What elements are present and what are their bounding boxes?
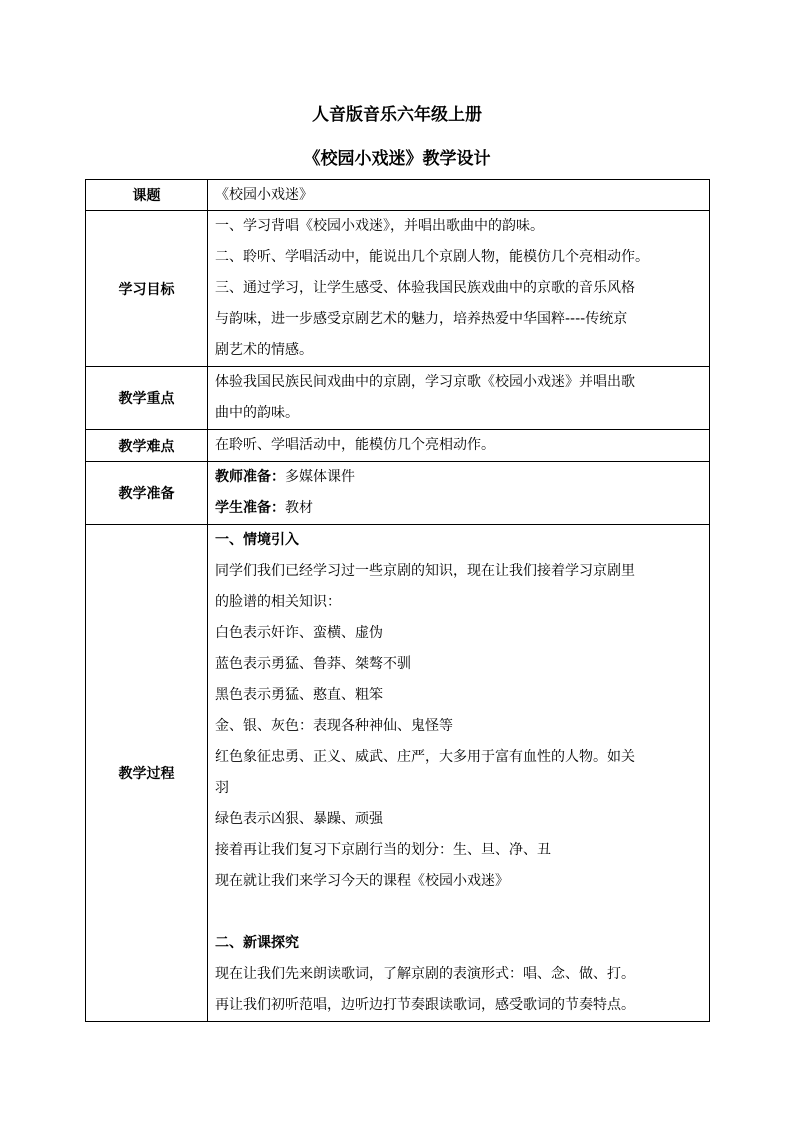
objectives-label: 学习目标 — [86, 211, 208, 367]
difficulty-line: 在聆听、学唱活动中，能模仿几个亮相动作。 — [215, 437, 495, 453]
process-line: 接着再让我们复习下京剧行当的划分：生、旦、净、丑 — [215, 842, 551, 858]
process-line: 的脸谱的相关知识： — [215, 594, 341, 610]
topic-text: 《校园小戏迷》 — [215, 187, 313, 203]
objective-line: 三、通过学习，让学生感受、体验我国民族戏曲中的京歌的音乐风格 — [215, 280, 635, 296]
process-label: 教学过程 — [86, 525, 208, 1022]
student-preparation-label: 学生准备： — [215, 500, 285, 516]
objective-line: 剧艺术的情感。 — [215, 342, 313, 358]
table-row-key-points — [86, 367, 710, 430]
process-line: 金、银、灰色：表现各种神仙、鬼怪等 — [215, 718, 453, 734]
table-row-preparation — [86, 462, 710, 525]
objective-line: 一、学习背唱《校园小戏迷》，并唱出歌曲中的韵味。 — [215, 218, 544, 234]
process-content — [208, 525, 710, 1022]
process-line: 现在让我们先来朗读歌词，了解京剧的表演形式：唱、念、做、打。 — [215, 966, 635, 982]
process-line: 现在就让我们来学习今天的课程《校园小戏迷》 — [215, 873, 509, 889]
table-row-process — [86, 525, 710, 1022]
process-line: 黑色表示勇猛、憨直、粗笨 — [215, 687, 383, 703]
student-preparation-value: 教材 — [285, 500, 313, 516]
student-preparation — [215, 493, 705, 524]
key-points-label: 教学重点 — [86, 367, 208, 430]
key-point-line: 曲中的韵味。 — [215, 405, 299, 421]
process-line: 红色象征忠勇、正义、威武、庄严，大多用于富有血性的人物。如关 — [215, 749, 635, 765]
section-heading: 一、情境引入 — [215, 532, 299, 548]
table-row-difficulties — [86, 430, 710, 462]
objective-line: 二、聆听、学唱活动中，能说出几个京剧人物，能模仿几个亮相动作。 — [215, 249, 649, 265]
key-points-content — [208, 367, 710, 430]
blank-line — [215, 897, 705, 928]
process-line: 白色表示奸诈、蛮横、虚伪 — [215, 625, 383, 641]
process-line: 再让我们初听范唱，边听边打节奏跟读歌词，感受歌词的节奏特点。 — [215, 997, 635, 1013]
process-line: 同学们我们已经学习过一些京剧的知识，现在让我们接着学习京剧里 — [215, 563, 635, 579]
lesson-plan-table — [85, 179, 710, 1022]
objectives-content — [208, 211, 710, 367]
difficulties-content — [208, 430, 710, 462]
teacher-preparation-label: 教师准备： — [215, 469, 285, 485]
topic-label: 课题 — [86, 180, 208, 211]
preparation-content — [208, 462, 710, 525]
process-line: 绿色表示凶狠、暴躁、顽强 — [215, 811, 383, 827]
lesson-title: 《校园小戏迷》教学设计 — [303, 149, 491, 169]
teacher-preparation-value: 多媒体课件 — [285, 469, 355, 485]
preparation-label: 教学准备 — [86, 462, 208, 525]
objective-line: 与韵味，进一步感受京剧艺术的魅力，培养热爱中华国粹----传统京 — [215, 311, 628, 327]
section-heading: 二、新课探究 — [215, 935, 299, 951]
process-line: 羽 — [215, 780, 229, 796]
document-title: 人音版音乐六年级上册 — [312, 105, 482, 125]
teacher-preparation — [215, 462, 705, 493]
topic-value — [208, 180, 710, 211]
key-point-line: 体验我国民族民间戏曲中的京剧，学习京歌《校园小戏迷》并唱出歌 — [215, 374, 635, 390]
difficulties-label: 教学难点 — [86, 430, 208, 462]
table-row-topic — [86, 180, 710, 211]
process-line: 蓝色表示勇猛、鲁莽、桀骜不驯 — [215, 656, 411, 672]
table-row-objectives — [86, 211, 710, 367]
